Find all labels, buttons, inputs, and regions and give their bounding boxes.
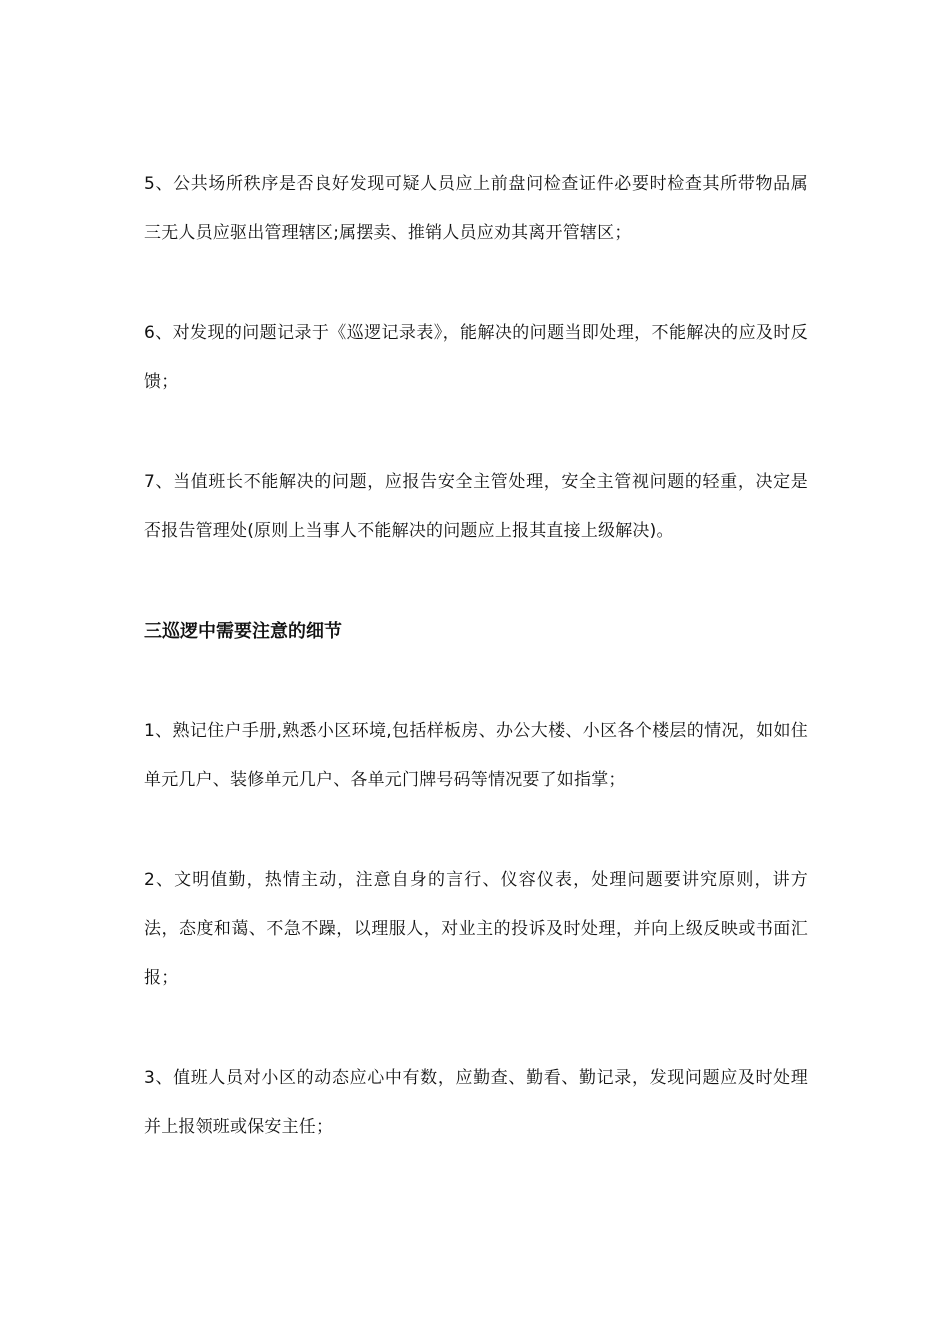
paragraph-item-6: 6、对发现的问题记录于《巡逻记录表》，能解决的问题当即处理，不能解决的应及时反馈； [144,323,808,392]
detail-item-3: 3、值班人员对小区的动态应心中有数，应勤查、勤看、勤记录，发现问题应及时处理并上报领班或保安主任； [144,1068,808,1137]
paragraph-spacer [144,258,808,309]
section-heading: 三巡逻中需要注意的细节 [144,621,342,642]
document-body [144,160,808,1152]
detail-item-2: 2、文明值勤，热情主动，注意自身的言行、仪容仪表，处理问题要讲究原则，讲方法，态度和蔼、不急不躁，以理服人，对业主的投诉及时处理，并向上级反映或书面汇报； [144,870,808,988]
detail-item-1: 1、熟记住户手册,熟悉小区环境,包括样板房、办公大楼、小区各个楼层的情况，如如住单元几户、装修单元几户、各单元门牌号码等情况要了如指掌； [144,721,808,790]
paragraph-item-5: 5、公共场所秩序是否良好发现可疑人员应上前盘问检查证件必要时检查其所带物品属三无人员应驱出管理辖区;属摆卖、推销人员应劝其离开管辖区； [144,174,808,243]
paragraph-spacer [144,805,808,856]
paragraph-spacer [144,407,808,458]
paragraph-spacer [144,556,808,607]
paragraph-spacer [144,1003,808,1054]
paragraph-spacer [144,656,808,707]
paragraph-item-7: 7、当值班长不能解决的问题，应报告安全主管处理，安全主管视问题的轻重，决定是否报告管理处(原则上当事人不能解决的问题应上报其直接上级解决)。 [144,472,808,541]
